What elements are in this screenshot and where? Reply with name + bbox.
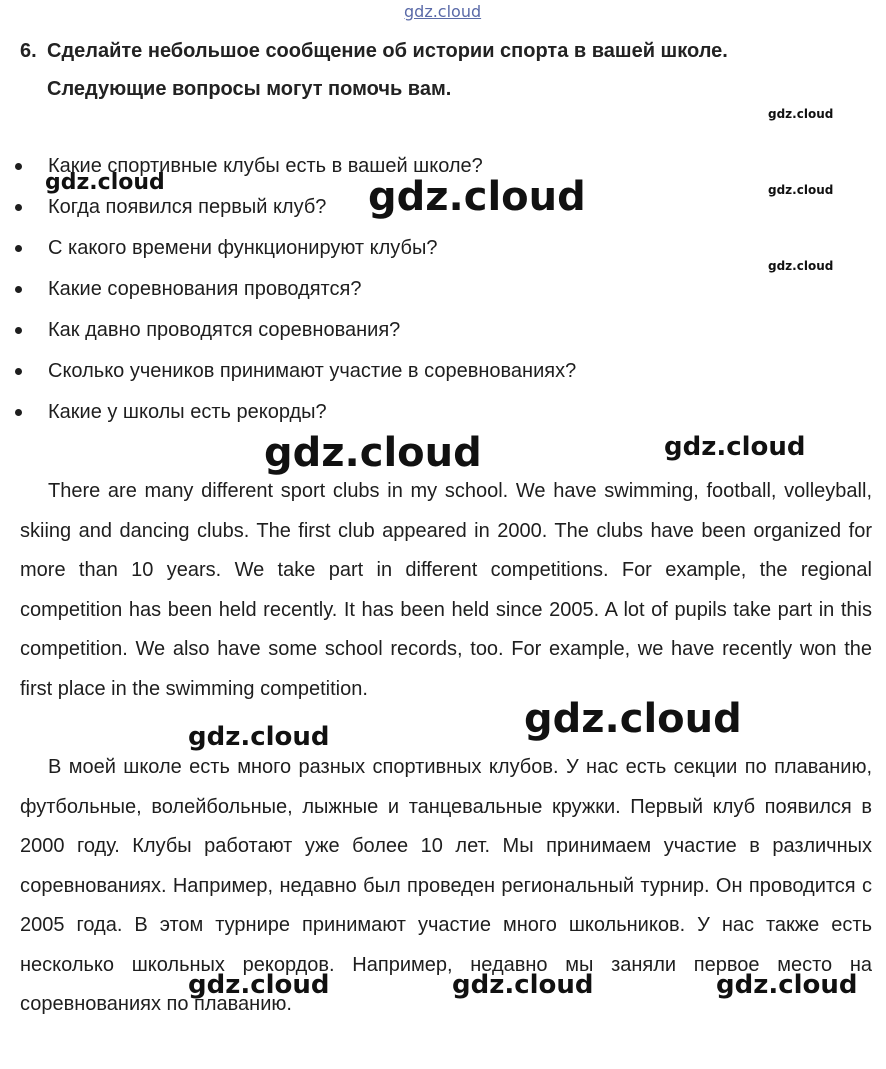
watermark: gdz.cloud <box>188 970 330 1000</box>
task-line-2: Следующие вопросы могут помочь вам. <box>47 78 452 100</box>
question-item: Какие спортивные клубы есть в вашей школе? <box>0 146 886 187</box>
watermark-large: gdz.cloud <box>368 174 586 220</box>
watermark-large: gdz.cloud <box>524 696 742 742</box>
watermark: gdz.cloud <box>45 170 165 195</box>
task-heading <box>20 32 876 108</box>
task-text: Сделайте небольшое сообщение об истории спорта в вашей школе. <box>47 40 728 62</box>
watermark-small: gdz.cloud <box>768 183 834 197</box>
question-item: Сколько учеников принимают участие в соревнованиях? <box>0 351 886 392</box>
question-item: С какого времени функционируют клубы? <box>0 228 886 269</box>
answer-russian: В моей школе есть много разных спортивных клубов. У нас есть секции по плаванию, футбольные, волейбольные, лыжные и танцевальные кружки. Первый клуб появился в 2000 году. Клубы работают уже более 10 лет. Мы принимаем участие в различных соревнованиях. Например, недавно был проведен региональный турнир. Он проводится с 2005 года. В этом турнире принимают участие много школьников. У нас также есть несколько школьных рекордов. Например, недавно мы заняли первое место на соревнованиях по плаванию. <box>20 756 872 1015</box>
watermark-large: gdz.cloud <box>264 430 482 476</box>
question-item: Как давно проводятся соревнования? <box>0 310 886 351</box>
watermark: gdz.cloud <box>452 970 594 1000</box>
task-number: 6. <box>20 40 37 62</box>
watermark-small: gdz.cloud <box>768 107 834 121</box>
watermark-small: gdz.cloud <box>768 259 834 273</box>
task-line-1 <box>20 32 876 70</box>
watermark: gdz.cloud <box>188 722 330 752</box>
answer-english: There are many different sport clubs in my school. We have swimming, football, volleyball, skiing and dancing clubs. The first club appeared in 2000. The clubs have been organized for more than 10 years. We take part in different competitions. For example, the regional competition has been held recently. It has been held since 2005. A lot of pupils take part in this competition. We also have some school records, too. For example, we have recently won the first place in the swimming competition. <box>20 480 872 700</box>
watermark: gdz.cloud <box>716 970 858 1000</box>
watermark: gdz.cloud <box>664 432 806 462</box>
question-item: Какие соревнования проводятся? <box>0 269 886 310</box>
question-item: Какие у школы есть рекорды? <box>0 392 886 433</box>
question-item: Когда появился первый клуб? <box>0 187 886 228</box>
top-watermark-link[interactable]: gdz.cloud <box>404 2 482 21</box>
